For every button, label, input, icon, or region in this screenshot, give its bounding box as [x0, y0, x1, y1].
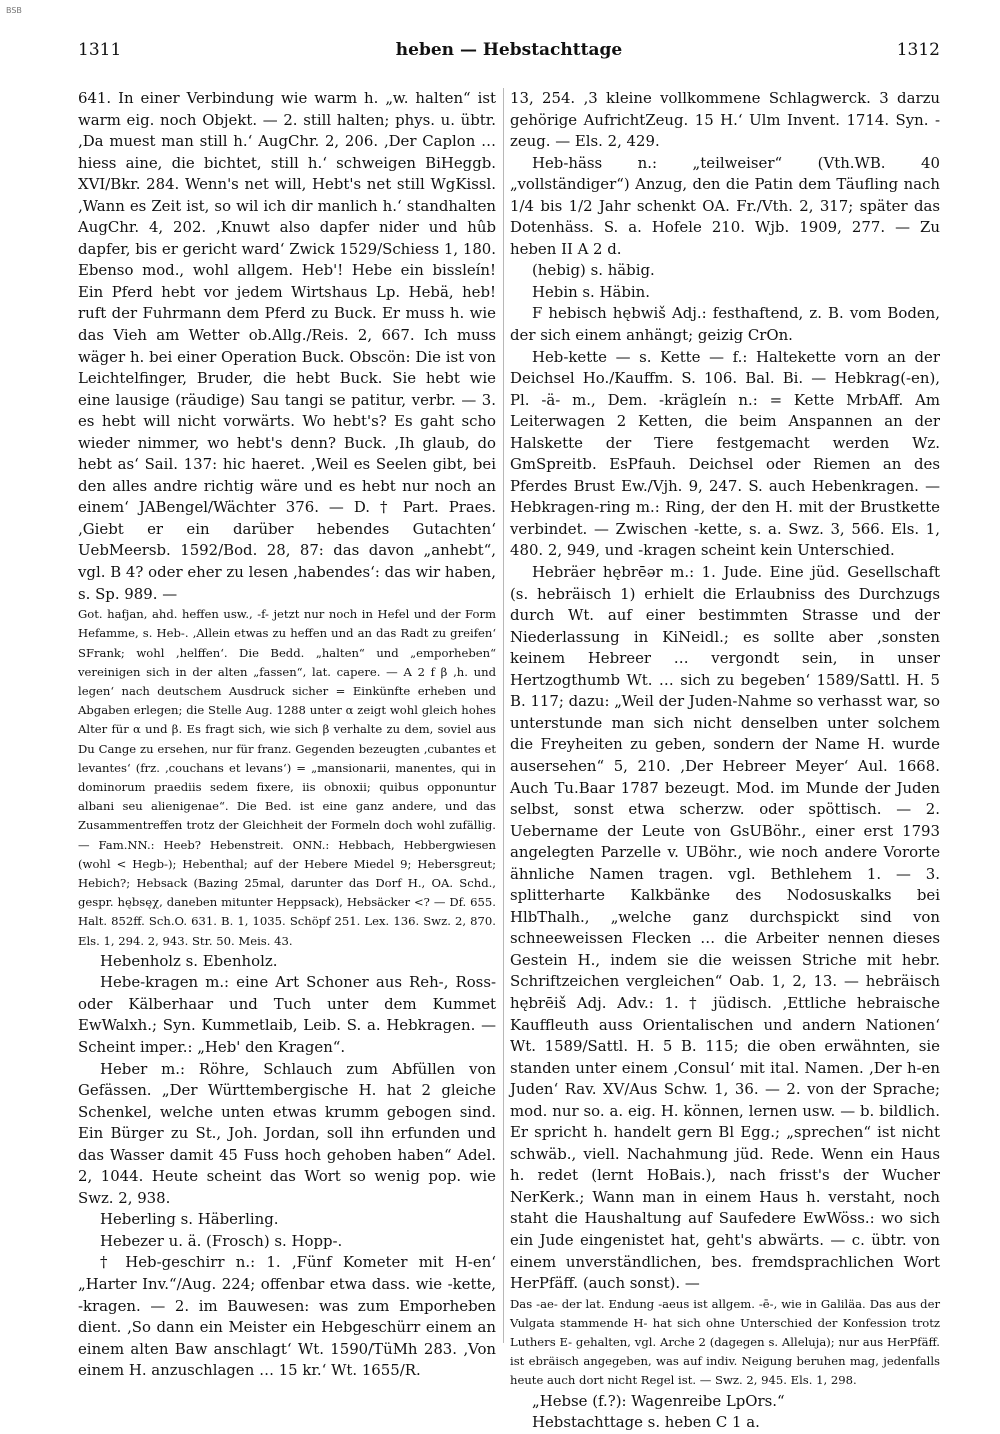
entry-paragraph: Hebstachttage s. heben C 1 a.	[532, 1413, 760, 1432]
library-stamp: BSB	[6, 6, 22, 15]
entry-paragraph: F hebisch hębwiš Adj.: festhaftend, z. B. vom Boden, der sich einem anhängt; geizig CrOn.	[510, 304, 940, 345]
entry-paragraph: Heberling s. Häberling.	[100, 1210, 279, 1229]
right-column	[510, 88, 940, 1434]
entry-paragraph: 641. In einer Verbindung wie warm h. „w. halten“ ist warm eig. noch Objekt. — 2. still halten; phys. u. übtr. ‚Da muest man still h.‘ AugChr. 2, 206. ‚Der Caplon … hiess aine, die bichtet, still h.‘ schweigen BiHeggb. XVI/Bkr. 284. Wenn's net will, Hebt's net still WgKissl. ‚Wann es Zeit ist, so wil ich dir manlich h.‘ standhalten AugChr. 4, 202. ‚Knuwt also dapfer nider und hûb dapfer, bis er gericht ward‘ Zwick 1529/Schiess 1, 180. Ebenso mod., wohl allgem. Heb'! Hebe ein bissleín! Ein Pferd hebt vor jedem Wirtshaus Lp. Hebä, heb! ruft der Fuhrmann dem Pferd zu Buck. Er muss h. wie das Vieh am Wetter ob.Allg./Reis. 2, 667. Ich muss wäger h. bei einer Operation Buck. Obscön: Die ist von Leichtelfinger, Bruder, die hebt Buck. Sie hebt wie eine lausige (räudige) Sau tangi se patitur, verbr. — 3. es hebt will nicht vorwärts. Wo hebt's? Es gaht scho wieder nimmer, wo hebt's denn? Buck. ‚Ih glaub, do hebt as‘ Sail. 137: hic haeret. ‚Weil es Seelen gibt, bei den alles andre richtig wäre und es hebt nur noch an einem‘ JABengel/Wächter 376. — D. † Part. Praes. ‚Giebt er ein darüber hebendes Gutachten‘ UebMeersb. 1592/Bod. 28, 87: das davon „anhebt“, vgl. B 4? oder eher zu lesen ‚habendes‘: das wir haben, s. Sp. 989. —	[78, 89, 496, 603]
left-column	[78, 88, 496, 1382]
entry-paragraph: Heb-häss n.: „teilweiser“ (Vth.WB. 40 „vollständiger“) Anzug, den die Patin dem Täufling nach 1/4 bis 1/2 Jahr schenkt OA. Fr./Vth. 2, 317; später das Dotenhäss. S. a. Hofele 210. Wjb. 1909, 277. — Zu heben II A 2 d.	[510, 153, 940, 258]
entry-paragraph: Hebezer u. ä. (Frosch) s. Hopp-.	[100, 1231, 343, 1250]
column-divider	[503, 88, 504, 1343]
etymology-note: Das -ae- der lat. Endung -aeus ist allgem. -ē-, wie in Galiläa. Das aus der Vulgata stammende H- hat sich ohne Unterschied der Konfession trotz Luthers E- gehalten, vgl. Arche 2 (dagegen s. Alleluja); nur aus HerPfäff. ist ebräisch angegeben, was auf indiv. Neigung beruhen mag, jedenfalls heute auch dort nicht Regel ist. — Swz. 2, 945. Els. 1, 298.	[510, 1296, 940, 1388]
running-title: heben — Hebstachttage	[395, 40, 623, 60]
entry-paragraph: Hebin s. Häbin.	[532, 282, 651, 301]
page-header	[78, 40, 940, 70]
entry-paragraph: Hebenholz s. Ebenholz.	[100, 951, 278, 970]
entry-paragraph: Heber m.: Röhre, Schlauch zum Abfüllen von Gefässen. „Der Württembergische H. hat 2 gleiche Schenkel, welche unten etwas krumm gebogen sind. Ein Bürger zu St., Joh. Jordan, soll ihn erfunden und das Wasser damit 45 Fuss hoch gehoben haben“ Adel. 2, 1044. Heute scheint das Wort so wenig pop. wie Swz. 2, 938.	[78, 1059, 496, 1207]
etymology-note: Got. hafjan, ahd. heffen usw., -f- jetzt nur noch in Hefel und der Form Hefamme, s. Heb-. ‚Allein etwas zu heffen und an das Radt zu greifen‘ SFrank; wohl ‚helffen‘. Die Bedd. „halten“ und „emporheben“ vereinigen sich in der alten „fassen“, lat. capere. — A 2 f β ‚h. und legen‘ nach deutschem Ausdruck sicher = Einkünfte erheben und Abgaben erlegen; die Stelle Aug. 1288 unter α zeigt wohl gleich hohes Alter für α und β. Es fragt sich, wie sich β verhalte zu dem, soviel aus Du Cange zu ersehen, nur für franz. Gegenden bezeugten ‚cubantes et levantes‘ (frz. ‚couchans et levans‘) = „mansionarii, manentes, qui in dominorum praediis sedem fixere, iis obnoxii; quibus opponuntur albani seu alienigenae“. Die Bed. ist eine ganz andere, und das Zusammentreffen trotz der Gleichheit der Formeln doch wohl zufällig. — Fam.NN.: Heeb? Hebenstreit. ONN.: Hebbach, Hebbergwiesen (wohl < Hegb-); Hebenthal; auf der Hebere Miedel 9; Hebersgreut; Hebich?; Hebsack (Bazing 25mal, darunter das Dorf H., OA. Schd., gespr. hębsęχ, daneben mitunter Heppsack), Hebsäcker <? — Df. 655. Halt. 852ff. Sch.O. 631. B. 1, 1035. Schöpf 251. Lex. 136. Swz. 2, 870. Els. 1, 294. 2, 943. Str. 50. Meis. 43.	[78, 607, 496, 948]
page-number-right: 1312	[896, 40, 940, 60]
entry-paragraph: † Heb-geschirr n.: 1. ‚Fünf Kometer mit H-en‘ „Harter Inv.“/Aug. 224; offenbar etwa dass. wie -kette, -kragen. — 2. im Bauwesen: was zum Emporheben dient. ‚So dann ein Meister ein Hebgeschürr einem an einem alten Baw anschlagt‘ Wt. 1590/TüMh 283. ‚Von einem H. anzuschlagen … 15 kr.‘ Wt. 1655/R.	[78, 1253, 496, 1380]
entry-paragraph: Hebräer hębrēər m.: 1. Jude. Eine jüd. Gesellschaft (s. hebräisch 1) erhielt die Erlaubniss des Durchzugs durch Wt. auf einer bestimmten Strasse und der Niederlassung in KiNeidl.; es sollte aber ‚sonsten keinem Hebreer … vergondt sein, in unser Hertzogthumb Wt. … sich zu begeben‘ 1589/Sattl. H. 5 B. 117; dazu: „Weil der Juden-Nahme so verhasst war, so unterstunde man sich nicht denselben unter solchem die Freyheiten zu geben, sondern der Name H. wurde ausersehen“ 5, 210. ‚Der Hebreer Meyer‘ Aul. 1668. Auch Tu.Baar 1787 bezeugt. Mod. im Munde der Juden selbst, sonst etwa scherzw. oder spöttisch. — 2. Uebername der Leute von GsUBöhr., einer erst 1793 angelegten Parzelle v. UBöhr., wie noch andere Vororte ähnliche Namen tragen. vgl. Bethlehem 1. — 3. splitterharte Kalkbänke des Nodosuskalks bei HlbThalh., „welche ganz durchspickt sind von schneeweissen Flecken … die Arbeiter nennen dieses Gestein H., indem sie die weissen Striche mit hebr. Schriftzeichen vergleichen“ Oab. 1, 2, 13. — hebräisch hębrēiš Adj. Adv.: 1. † jüdisch. ‚Ettliche hebraische Kauffleuth auss Orientalischen und andern Nationen‘ Wt. 1589/Sattl. H. 5 B. 115; die oben erwähnten, sie standen unter einem ‚Consul‘ mit ital. Namen. ‚Der h-en Juden‘ Rav. XV/Aus Schw. 1, 36. — 2. von der Sprache; mod. nur so. a. eig. H. können, lernen usw. — b. bildlich. Er spricht h. handelt gern Bl Egg.; „sprechen“ ist nicht schwäb., viell. Nachahmung jüd. Rede. Wenn ein Haus h. redet (lernt HoBais.), nach frisst's der Wucher NerKerk.; Wann man in einem Haus h. verstaht, noch staht die Haushaltung auf Saufedere EwWöss.: wo sich ein Jude eingenistet hat, geht's abwärts. — c. übtr. von einem unverständlichen, bes. fremdsprachlichen Wort HerPfäff. (auch sonst). —	[510, 563, 940, 1293]
entry-paragraph: (hebig) s. häbig.	[532, 261, 655, 280]
entry-paragraph: Hebe-kragen m.: eine Art Schoner aus Reh-, Ross- oder Kälberhaar und Tuch unter dem Kummet EwWalxh.; Syn. Kummetlaib, Leib. S. a. Hebkragen. — Scheint imper.: „Heb' den Kragen“.	[78, 973, 496, 1056]
entry-paragraph: Heb-kette — s. Kette — f.: Haltekette vorn an der Deichsel Ho./Kauffm. S. 106. Bal. Bi. — Hebkrag(-en), Pl. -ä- m., Dem. -krägleín n.: = Kette MrbAff. Am Leiterwagen 2 Ketten, die beim Anspannen an der Halskette der Tiere festgemacht werden Wz. GmSpreitb. EsPfauh. Deichsel oder Riemen an des Pferdes Brust Ew./Vjh. 9, 247. S. auch Hebenkragen. — Hebkragen-ring m.: Ring, der den H. mit der Brustkette verbindet. — Zwischen -kette, s. a. Swz. 3, 566. Els. 1, 480. 2, 949, und -kragen scheint kein Unterschied.	[510, 347, 940, 560]
entry-paragraph: 13, 254. ‚3 kleine vollkommene Schlagwerck. 3 darzu gehörige AufrichtZeug. 15 H.‘ Ulm Invent. 1714. Syn. -zeug. — Els. 2, 429.	[510, 89, 940, 151]
page-number-left: 1311	[78, 40, 122, 60]
entry-paragraph: „Hebse (f.?): Wagenreibe LpOrs.“	[532, 1391, 785, 1410]
